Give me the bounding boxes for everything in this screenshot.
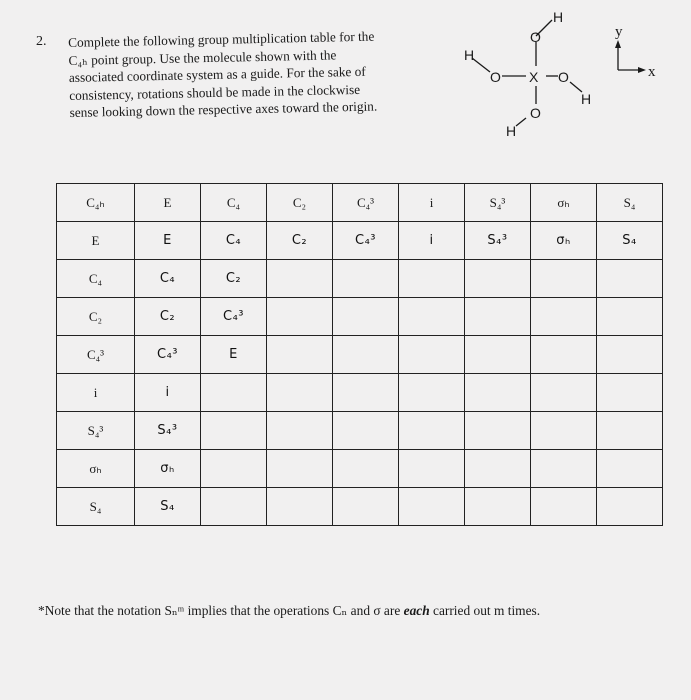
table-cell[interactable] [597, 450, 663, 488]
table-cell[interactable]: C₄ [201, 222, 267, 260]
prompt-line-2: C₄ₕ point group. Use the molecule shown with the [68, 46, 337, 68]
table-cell[interactable] [333, 450, 399, 488]
molecule-diagram [440, 0, 691, 160]
row-header: E [57, 222, 135, 260]
row-header: C₂ [57, 298, 135, 336]
table-row [57, 298, 663, 336]
table-cell[interactable] [465, 450, 531, 488]
table-cell[interactable] [531, 336, 597, 374]
table-cell[interactable] [465, 260, 531, 298]
table-cell[interactable] [333, 412, 399, 450]
table-cell[interactable] [399, 260, 465, 298]
table-cell[interactable] [333, 336, 399, 374]
footnote [38, 603, 678, 619]
table-cell[interactable]: S₄³ [465, 222, 531, 260]
question-prompt [68, 26, 450, 121]
table-cell[interactable] [267, 336, 333, 374]
table-cell[interactable] [597, 412, 663, 450]
table-cell[interactable] [333, 374, 399, 412]
column-header: σₕ [531, 184, 597, 222]
table-row [57, 488, 663, 526]
table-cell[interactable] [531, 450, 597, 488]
atom-h-top: H [553, 9, 564, 25]
table-cell[interactable]: C₄ [135, 260, 201, 298]
table-cell[interactable]: S₄³ [135, 412, 201, 450]
table-row [57, 260, 663, 298]
table-cell[interactable] [399, 374, 465, 412]
prompt-line-3: associated coordinate system as a guide. For the sake of [68, 63, 366, 85]
table-row [57, 450, 663, 488]
table-cell[interactable]: σₕ [531, 222, 597, 260]
table-cell[interactable]: S₄ [597, 222, 663, 260]
table-cell[interactable] [333, 488, 399, 526]
table-cell[interactable]: C₂ [267, 222, 333, 260]
table-cell[interactable]: C₄³ [135, 336, 201, 374]
table-cell[interactable] [465, 298, 531, 336]
table-row [57, 336, 663, 374]
table-cell[interactable]: E [135, 222, 201, 260]
row-header: i [57, 374, 135, 412]
table-cell[interactable]: E [201, 336, 267, 374]
row-header: C₄³ [57, 336, 135, 374]
row-header: S₄³ [57, 412, 135, 450]
table-cell[interactable] [531, 488, 597, 526]
atom-h-right: H [581, 91, 592, 107]
column-header: S₄³ [465, 184, 531, 222]
atom-x-center: X [529, 69, 539, 85]
table-cell[interactable] [267, 298, 333, 336]
column-header: C₄ [201, 184, 267, 222]
atom-o-left: O [490, 69, 501, 85]
table-cell[interactable] [399, 488, 465, 526]
column-header: C₄³ [333, 184, 399, 222]
table-cell[interactable] [597, 260, 663, 298]
prompt-line-4: consistency, rotations should be made in the clockwise [69, 81, 361, 103]
molecule-svg [440, 0, 691, 160]
row-header: S₄ [57, 488, 135, 526]
column-header: S₄ [597, 184, 663, 222]
table-cell[interactable] [465, 412, 531, 450]
table-cell[interactable] [267, 260, 333, 298]
atom-o-top: O [530, 29, 541, 45]
table-cell[interactable] [399, 450, 465, 488]
table-cell[interactable]: C₄³ [201, 298, 267, 336]
table-row [57, 222, 663, 260]
table-row [57, 374, 663, 412]
table-cell[interactable] [201, 412, 267, 450]
table-cell[interactable] [201, 374, 267, 412]
axis-label-x: x [648, 64, 656, 80]
table-cell[interactable] [531, 412, 597, 450]
table-header-row [57, 184, 663, 222]
table-cell[interactable] [267, 374, 333, 412]
table-cell[interactable] [597, 488, 663, 526]
table-cell[interactable] [531, 374, 597, 412]
column-header: i [399, 184, 465, 222]
table-cell[interactable] [465, 336, 531, 374]
table-cell[interactable]: σₕ [135, 450, 201, 488]
table-cell[interactable] [597, 336, 663, 374]
table-cell[interactable] [597, 298, 663, 336]
footnote-prefix: *Note that the notation Sₙᵐ implies that the operations Cₙ and σ are [38, 603, 404, 618]
table-cell[interactable] [399, 298, 465, 336]
table-cell[interactable]: C₂ [135, 298, 201, 336]
atom-o-bottom: O [530, 105, 541, 121]
table-cell[interactable] [267, 412, 333, 450]
table-cell[interactable]: C₄³ [333, 222, 399, 260]
table-row [57, 412, 663, 450]
prompt-line-5: sense looking down the respective axes toward the origin. [69, 98, 378, 120]
table-cell[interactable]: i [399, 222, 465, 260]
table-cell[interactable]: C₂ [201, 260, 267, 298]
column-header: E [135, 184, 201, 222]
atom-o-right: O [558, 69, 569, 85]
table-cell[interactable]: i [135, 374, 201, 412]
table-cell[interactable] [531, 260, 597, 298]
question-number: 2. [36, 34, 47, 49]
table-cell[interactable] [201, 488, 267, 526]
table-cell[interactable] [399, 412, 465, 450]
table-cell[interactable] [201, 450, 267, 488]
table-cell[interactable] [465, 374, 531, 412]
atom-h-bottom: H [506, 123, 517, 139]
atom-h-left: H [464, 47, 475, 63]
axis-label-y: y [615, 24, 623, 40]
table-cell[interactable] [465, 488, 531, 526]
table-cell[interactable] [267, 450, 333, 488]
footnote-suffix: carried out m times. [429, 603, 541, 618]
table-cell[interactable] [267, 488, 333, 526]
table-cell[interactable] [531, 298, 597, 336]
prompt-line-1: Complete the following group multiplication table for the [68, 28, 375, 50]
column-header: C₂ [267, 184, 333, 222]
footnote-emphasis: each [403, 603, 430, 618]
table-cell[interactable] [333, 260, 399, 298]
row-header: σₕ [57, 450, 135, 488]
table-group-label: C₄ₕ [57, 184, 135, 222]
table-cell[interactable] [399, 336, 465, 374]
table-cell[interactable]: S₄ [135, 488, 201, 526]
table-cell[interactable] [333, 298, 399, 336]
table-cell[interactable] [597, 374, 663, 412]
row-header: C₄ [57, 260, 135, 298]
multiplication-table [56, 183, 663, 526]
